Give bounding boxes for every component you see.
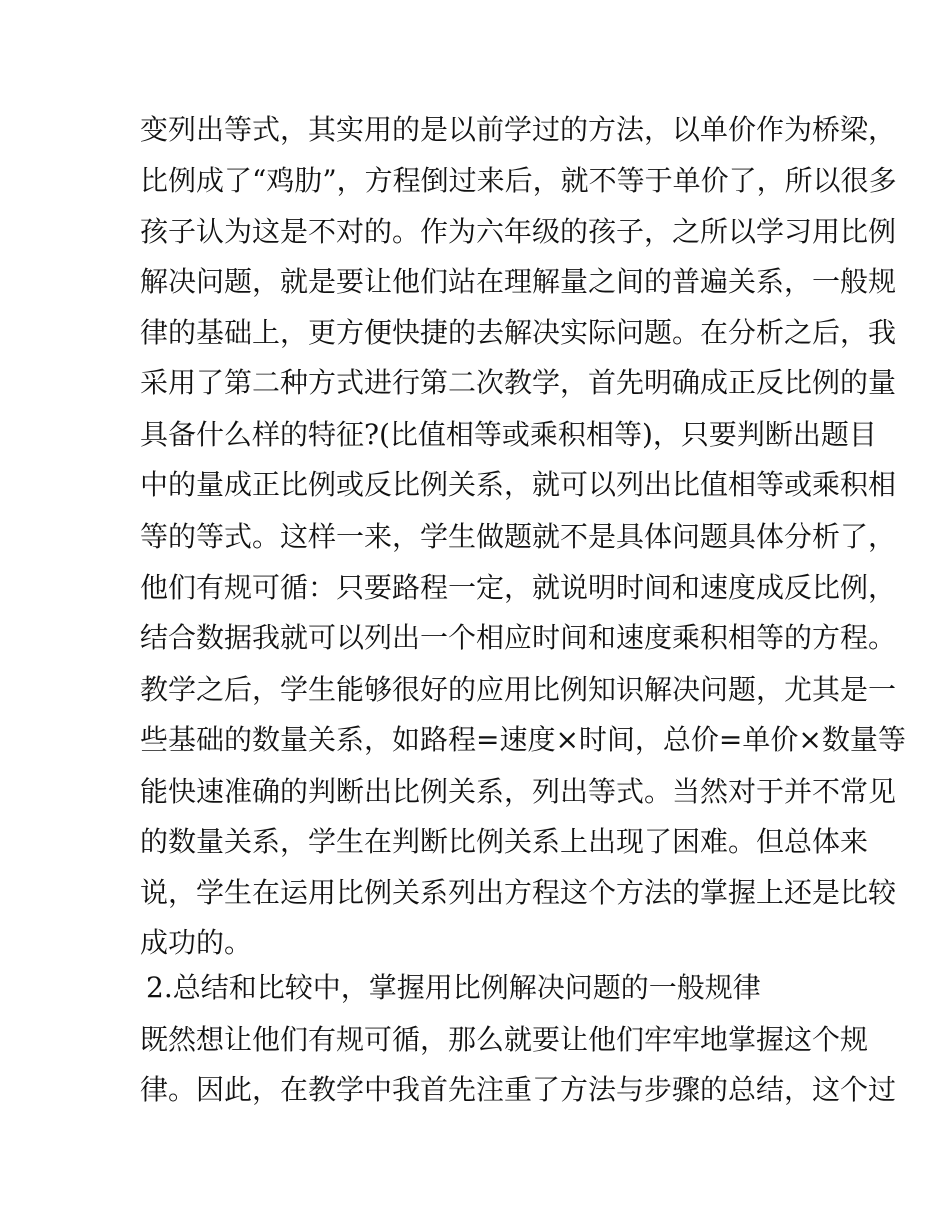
- paragraph-line: 成功的。: [140, 926, 253, 959]
- paragraph-line: 中的量成正比例或反比例关系，就可以列出比值相等或乘积相: [140, 468, 897, 501]
- paragraph-line: 具备什么样的特征?(比值相等或乘积相等)，只要判断出题目: [140, 418, 877, 451]
- paragraph-line: 孩子认为这是不对的。作为六年级的孩子，之所以学习用比例: [140, 215, 897, 248]
- paragraph-line: 教学之后，学生能够很好的应用比例知识解决问题，尤其是一: [140, 673, 897, 706]
- paragraph-line: 变列出等式，其实用的是以前学过的方法，以单价作为桥梁，: [140, 113, 897, 146]
- section-heading: 2.总结和比较中，掌握用比例解决问题的一般规律: [146, 971, 761, 1004]
- paragraph-line: 解决问题，就是要让他们站在理解量之间的普遍关系，一般规: [140, 265, 897, 298]
- paragraph-line: 采用了第二种方式进行第二次教学，首先明确成正反比例的量: [140, 366, 897, 399]
- paragraph-line: 能快速准确的判断出比例关系，列出等式。当然对于并不常见: [140, 775, 897, 808]
- paragraph-line: 律。因此，在教学中我首先注重了方法与步骤的总结，这个过: [140, 1073, 897, 1106]
- paragraph-line: 结合数据我就可以列出一个相应时间和速度乘积相等的方程。: [140, 621, 897, 654]
- paragraph-line: 律的基础上，更方便快捷的去解决实际问题。在分析之后，我: [140, 316, 897, 349]
- paragraph-line: 的数量关系，学生在判断比例关系上出现了困难。但总体来: [140, 825, 869, 858]
- paragraph-line: 比例成了“鸡肋”，方程倒过来后，就不等于单价了，所以很多: [140, 164, 897, 197]
- paragraph-line: 既然想让他们有规可循，那么就要让他们牢牢地掌握这个规: [140, 1023, 869, 1056]
- paragraph-line: 等的等式。这样一来，学生做题就不是具体问题具体分析了，: [140, 520, 897, 553]
- paragraph-line: 他们有规可循：只要路程一定，就说明时间和速度成反比例，: [140, 571, 897, 604]
- paragraph-line: 说，学生在运用比例关系列出方程这个方法的掌握上还是比较: [140, 876, 897, 909]
- paragraph-line: 些基础的数量关系，如路程=速度×时间，总价=单价×数量等: [140, 723, 906, 756]
